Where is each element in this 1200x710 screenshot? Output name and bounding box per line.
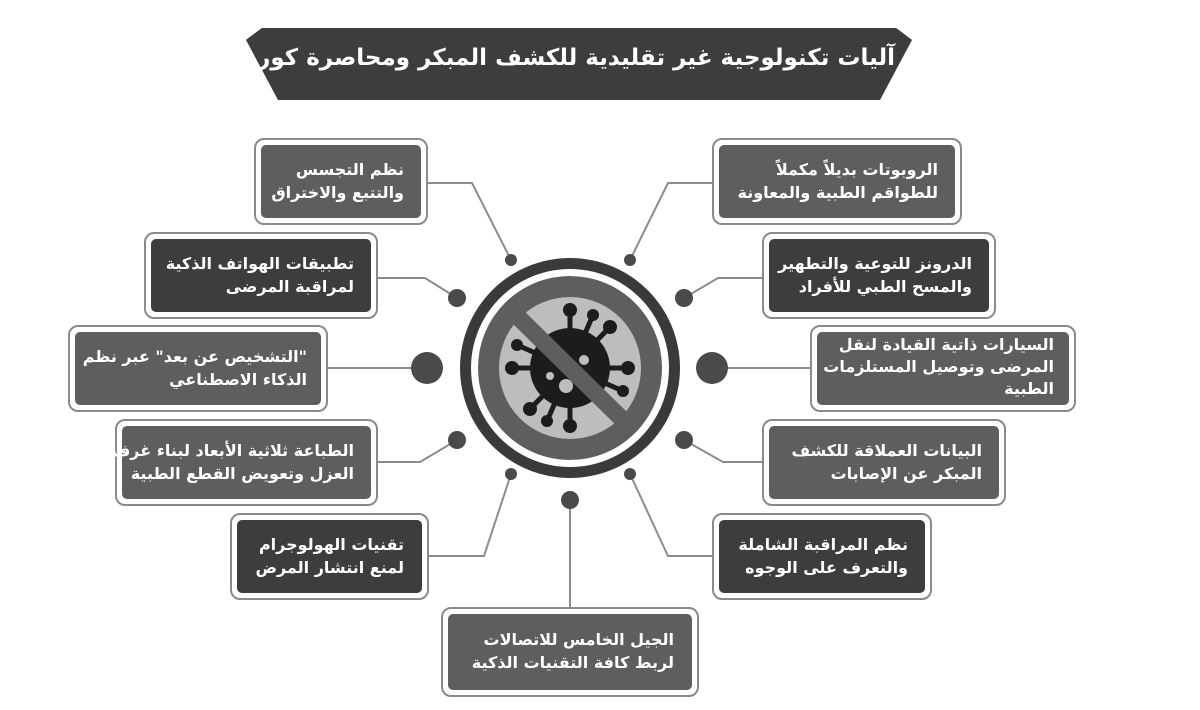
item-remote-diagnosis: [83, 345, 307, 391]
dot-surveillance: [624, 468, 636, 480]
item-smartphone-apps: [166, 252, 354, 298]
item-hologram: [255, 533, 404, 579]
connector-robots: [630, 183, 715, 260]
item-autonomous-cars: [823, 334, 1054, 400]
item-line: الدرونز للتوعية والتطهير: [778, 254, 972, 273]
item-line: والمسح الطبي للأفراد: [798, 277, 972, 296]
item-line: الروبوتات بديلاً مكملاً: [775, 160, 938, 179]
dot-robots: [624, 254, 636, 266]
item-line: تطبيقات الهواتف الذكية: [165, 254, 354, 273]
dot-surveillance-tracking: [505, 254, 517, 266]
item-line: نظم المراقبة الشاملة: [738, 535, 908, 554]
item-line: البيانات العملاقة للكشف: [791, 441, 982, 460]
connector-surveillance-tracking: [425, 183, 511, 260]
dot-remote-diagnosis: [411, 352, 443, 384]
dot-3d-printing: [448, 431, 466, 449]
item-line: السيارات ذاتية القيادة لنقل: [838, 335, 1054, 354]
item-line: الجيل الخامس للاتصالات: [483, 630, 674, 649]
item-line: والتتبع والاختراق: [271, 183, 404, 202]
connector-surveillance: [630, 474, 718, 556]
item-robots: [737, 158, 938, 204]
connector-drones: [684, 278, 765, 298]
item-line: العزل وتعويض القطع الطبية: [130, 464, 354, 483]
connector-smartphone-apps: [375, 278, 457, 298]
dot-drones: [675, 289, 693, 307]
item-line: الذكاء الاصطناعي: [169, 370, 307, 389]
item-line: "التشخيص عن بعد" عبر نظم: [82, 347, 307, 366]
dot-hologram: [505, 468, 517, 480]
item-line: المرضى وتوصيل المستلزمات: [823, 357, 1054, 376]
virus-prohibited-icon: [460, 258, 680, 478]
item-3d-printing: [112, 439, 354, 485]
item-5g: [472, 628, 674, 674]
item-line: تقنيات الهولوجرام: [258, 535, 404, 554]
item-drones: [778, 252, 972, 298]
item-surveillance-tracking: [271, 158, 404, 204]
item-line: والتعرف على الوجوه: [745, 558, 908, 577]
item-big-data: [791, 439, 982, 485]
connector-big-data: [684, 440, 765, 462]
item-surveillance: [738, 533, 908, 579]
item-line: الطباعة ثلاثية الأبعاد لبناء غرف: [111, 441, 354, 460]
item-line: للطواقم الطبية والمعاونة: [737, 183, 938, 202]
item-line: نظم التجسس: [295, 160, 404, 179]
dot-autonomous-cars: [696, 352, 728, 384]
page-title: آليات تكنولوجية غير تقليدية للكشف المبكر ومحاصرة كورونا: [225, 45, 895, 71]
dot-5g: [561, 491, 579, 509]
dot-big-data: [675, 431, 693, 449]
connector-3d-printing: [375, 440, 457, 462]
item-line: لمراقبة المرضى: [225, 277, 354, 296]
dot-smartphone-apps: [448, 289, 466, 307]
connector-hologram: [426, 474, 511, 556]
item-line: لربط كافة التقنيات الذكية: [471, 653, 674, 672]
item-line: المبكر عن الإصابات: [830, 464, 982, 483]
item-line: الطبية: [1004, 379, 1054, 398]
item-line: لمنع انتشار المرض: [255, 558, 404, 577]
